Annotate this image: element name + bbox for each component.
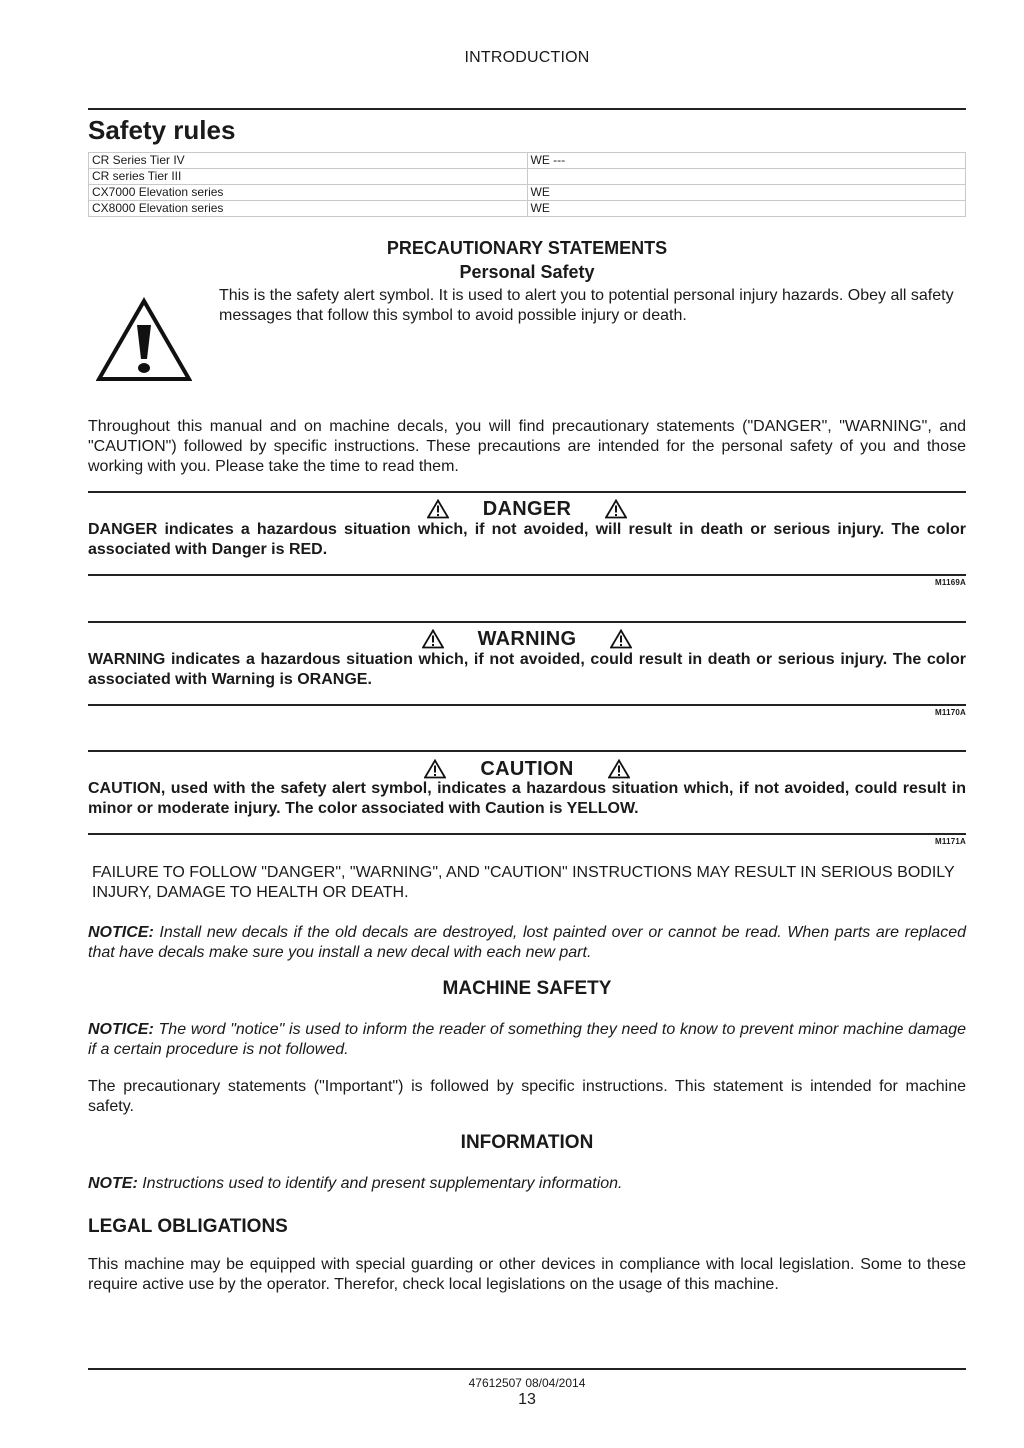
model-region: WE <box>527 201 966 217</box>
model-region <box>527 169 966 185</box>
model-name: CR series Tier III <box>89 169 528 185</box>
warning-bottom-rule <box>88 704 966 706</box>
table-row <box>89 169 966 185</box>
warning-code: M1170A <box>935 708 966 717</box>
model-region: WE --- <box>527 153 966 169</box>
legal-obligations-heading: LEGAL OBLIGATIONS <box>88 1216 288 1237</box>
danger-heading <box>88 495 966 523</box>
legal-obligations-body: This machine may be equipped with special guarding or other devices in compliance with local legislation. Some to these require active use by the operator. Therefor, check local legislations on the usage of this machine. <box>88 1256 966 1293</box>
header-rule <box>88 108 966 110</box>
machine-safety-heading: MACHINE SAFETY <box>442 978 612 999</box>
caution-top-rule <box>88 750 966 752</box>
document-id: 47612507 08/04/2014 <box>468 1376 586 1390</box>
alert-symbol-description: This is the safety alert symbol. It is used to alert you to potential personal injury hazards. Obey all safety messages that follow this symbol to avoid possible injury or death. <box>219 287 954 324</box>
page-title: Safety rules <box>88 115 236 145</box>
table-row <box>89 185 966 201</box>
note-label: NOTE: <box>88 1175 138 1192</box>
note-text: Instructions used to identify and present supplementary information. <box>142 1175 623 1192</box>
running-header: INTRODUCTION <box>464 49 590 66</box>
model-applicability-table <box>88 152 966 217</box>
caution-description: CAUTION, used with the safety alert symbol, indicates a hazardous situation which, if not avoided, could result in minor or moderate injury. The color associated with Caution is YELLOW. <box>88 780 966 817</box>
footer-rule <box>88 1368 966 1370</box>
caution-code: M1171A <box>935 837 966 846</box>
notice-text: The word "notice" is used to inform the reader of something they need to know to prevent minor machine damage if a certain procedure is not followed. <box>88 1021 966 1058</box>
notice-text: Install new decals if the old decals are destroyed, lost painted over or cannot be read. When parts are replaced that have decals make sure you install a new decal with each new part. <box>88 924 967 961</box>
warning-signal-word: WARNING <box>477 627 577 650</box>
danger-code: M1169A <box>935 578 966 587</box>
page-number: 13 <box>518 1391 536 1408</box>
precautionary-heading: PRECAUTIONARY STATEMENTS <box>386 238 668 258</box>
warning-triangle-icon <box>605 499 627 519</box>
information-heading: INFORMATION <box>460 1132 594 1153</box>
precautionary-intro: Throughout this manual and on machine decals, you will find precautionary statements ("DANGER", "WARNING", and "CAUTION") followed by specific instructions. These precautions are intended for the personal safety of you and those working with you. Please take the time to read them. <box>88 418 966 475</box>
warning-top-rule <box>88 621 966 623</box>
table-row <box>89 153 966 169</box>
warning-triangle-icon <box>422 629 444 649</box>
notice-label: NOTICE: <box>88 1021 154 1038</box>
model-name: CX8000 Elevation series <box>89 201 528 217</box>
warning-description: WARNING indicates a hazardous situation which, if not avoided, could result in death or serious injury. The color associated with Warning is ORANGE. <box>88 651 966 688</box>
caution-signal-word: CAUTION <box>480 757 574 780</box>
table-row <box>89 201 966 217</box>
personal-safety-heading: Personal Safety <box>459 262 595 282</box>
model-region: WE <box>527 185 966 201</box>
model-name: CR Series Tier IV <box>89 153 528 169</box>
safety-alert-icon <box>96 297 192 383</box>
danger-description: DANGER indicates a hazardous situation which, if not avoided, will result in death or serious injury. The color associated with Danger is RED. <box>88 521 966 558</box>
warning-triangle-icon <box>608 759 630 779</box>
decals-notice <box>88 923 966 963</box>
machine-safety-body: The precautionary statements ("Important") is followed by specific instructions. This statement is intended for machine safety. <box>88 1078 966 1115</box>
model-name: CX7000 Elevation series <box>89 185 528 201</box>
warning-heading <box>88 625 966 653</box>
warning-triangle-icon <box>427 499 449 519</box>
warning-triangle-icon <box>424 759 446 779</box>
machine-notice <box>88 1020 966 1060</box>
danger-signal-word: DANGER <box>482 497 572 520</box>
notice-label: NOTICE: <box>88 924 154 941</box>
information-note <box>88 1174 966 1194</box>
warning-triangle-icon <box>610 629 632 649</box>
failure-statement: FAILURE TO FOLLOW "DANGER", "WARNING", AND "CAUTION" INSTRUCTIONS MAY RESULT IN SERIOUS BODILY INJURY, DAMAGE TO HEALTH OR DEATH. <box>92 864 955 901</box>
danger-top-rule <box>88 491 966 493</box>
caution-bottom-rule <box>88 833 966 835</box>
danger-bottom-rule <box>88 574 966 576</box>
manual-page <box>88 0 966 1448</box>
